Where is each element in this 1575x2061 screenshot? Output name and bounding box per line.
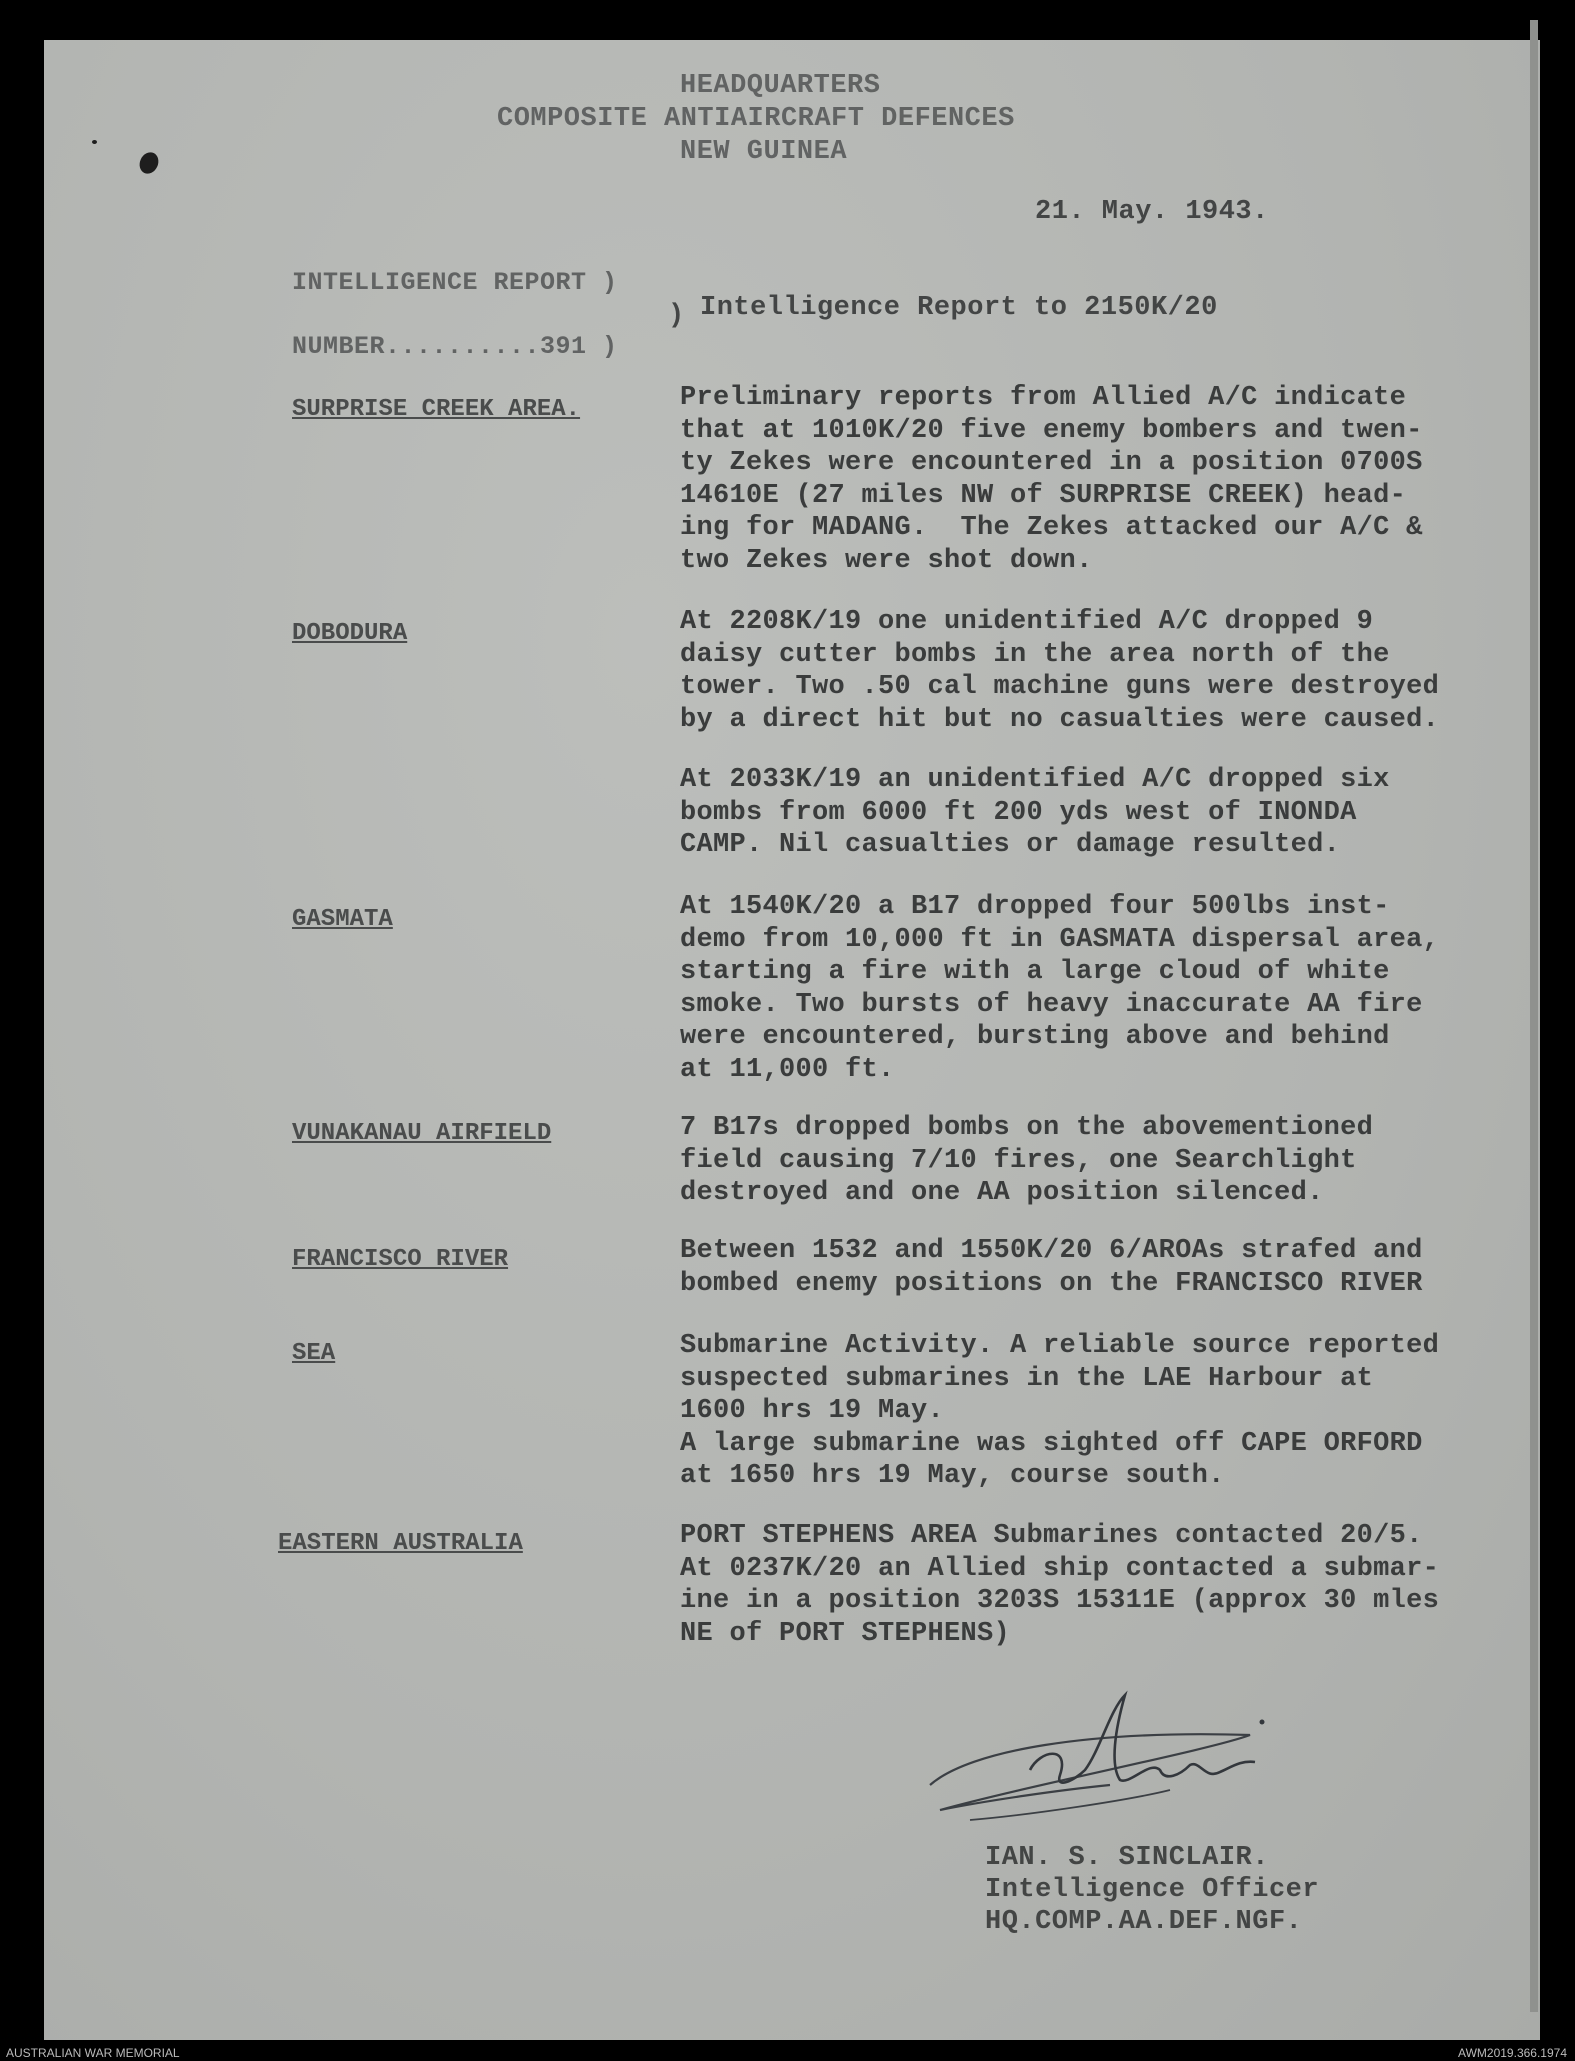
archive-credit: AUSTRALIAN WAR MEMORIAL [6, 2046, 180, 2060]
section-label-eastern-australia: EASTERN AUSTRALIA [278, 1530, 523, 1557]
section-label-dobodura: DOBODURA [292, 620, 408, 647]
section-label-sea: SEA [292, 1340, 336, 1367]
signatory-name: IAN. S. SINCLAIR. [985, 1843, 1269, 1873]
section-text-francisco-river: Between 1532 and 1550K/20 6/AROAs strafed and bombed enemy positions on the FRANCISCO RIVER [680, 1236, 1423, 1299]
report-label: INTELLIGENCE REPORT ) [292, 268, 618, 297]
header-line-2: COMPOSITE ANTIAIRCRAFT DEFENCES [497, 104, 1015, 134]
section-text-eastern-australia: PORT STEPHENS AREA Submarines contacted 20/5. At 0237K/20 an Allied ship contacted a submar- ine in a position 3203S 15311E (approx 30 mles NE of PORT STEPHENS) [680, 1521, 1440, 1649]
section-text-gasmata: At 1540K/20 a B17 dropped four 500lbs inst- demo from 10,000 ft in GASMATA dispersal area, starting a fire with a large cloud of white smoke. Two bursts of heavy inaccurate AA fire were encountered, bursting above and behind at 11,000 ft. [680, 892, 1440, 1085]
report-date: 21. May. 1943. [1035, 197, 1269, 227]
section-text-dobodura-2: At 2033K/19 an unidentified A/C dropped six bombs from 6000 ft 200 yds west of INONDA CAMP. Nil casualties or damage resulted. [680, 765, 1390, 860]
handwritten-signature [910, 1690, 1390, 1850]
archive-reference: AWM2019.366.1974 [1458, 2046, 1567, 2060]
section-label-vunakanau: VUNAKANAU AIRFIELD [292, 1120, 552, 1147]
ink-speck [92, 140, 97, 144]
report-number: NUMBER..........391 ) [292, 332, 618, 361]
section-text-dobodura-1: At 2208K/19 one unidentified A/C dropped 9 daisy cutter bombs in the area north of the tower. Two .50 cal machine guns were destroyed by a direct hit but no casualties were caused. [680, 607, 1440, 735]
section-label-gasmata: GASMATA [292, 906, 393, 933]
header-line-3: NEW GUINEA [680, 137, 848, 167]
header-line-1: HEADQUARTERS [680, 71, 881, 101]
section-label-surprise-creek: SURPRISE CREEK AREA. [292, 396, 581, 423]
section-text-sea: Submarine Activity. A reliable source reported suspected submarines in the LAE Harbour at 1600 hrs 19 May. A large submarine was sighted off CAPE ORFORD at 1650 hrs 19 May, course south. [680, 1331, 1440, 1491]
section-text-surprise-creek: Preliminary reports from Allied A/C indicate that at 1010K/20 five enemy bombers and twen- ty Zekes were encountered in a position 0700S 14610E (27 miles NW of SURPRISE CREEK) head- ing for MADANG. The Zekes attacked our A/C & two Zekes were shot down. [680, 383, 1423, 576]
signatory-title: Intelligence Officer [985, 1875, 1320, 1905]
report-title: Intelligence Report to 2150K/20 [700, 293, 1218, 323]
section-label-francisco-river: FRANCISCO RIVER [292, 1246, 509, 1273]
report-bracket: ) [668, 301, 685, 331]
section-text-vunakanau: 7 B17s dropped bombs on the abovementioned field causing 7/10 fires, one Searchlight destroyed and one AA position silenced. [680, 1113, 1374, 1208]
signatory-unit: HQ.COMP.AA.DEF.NGF. [985, 1907, 1303, 1937]
